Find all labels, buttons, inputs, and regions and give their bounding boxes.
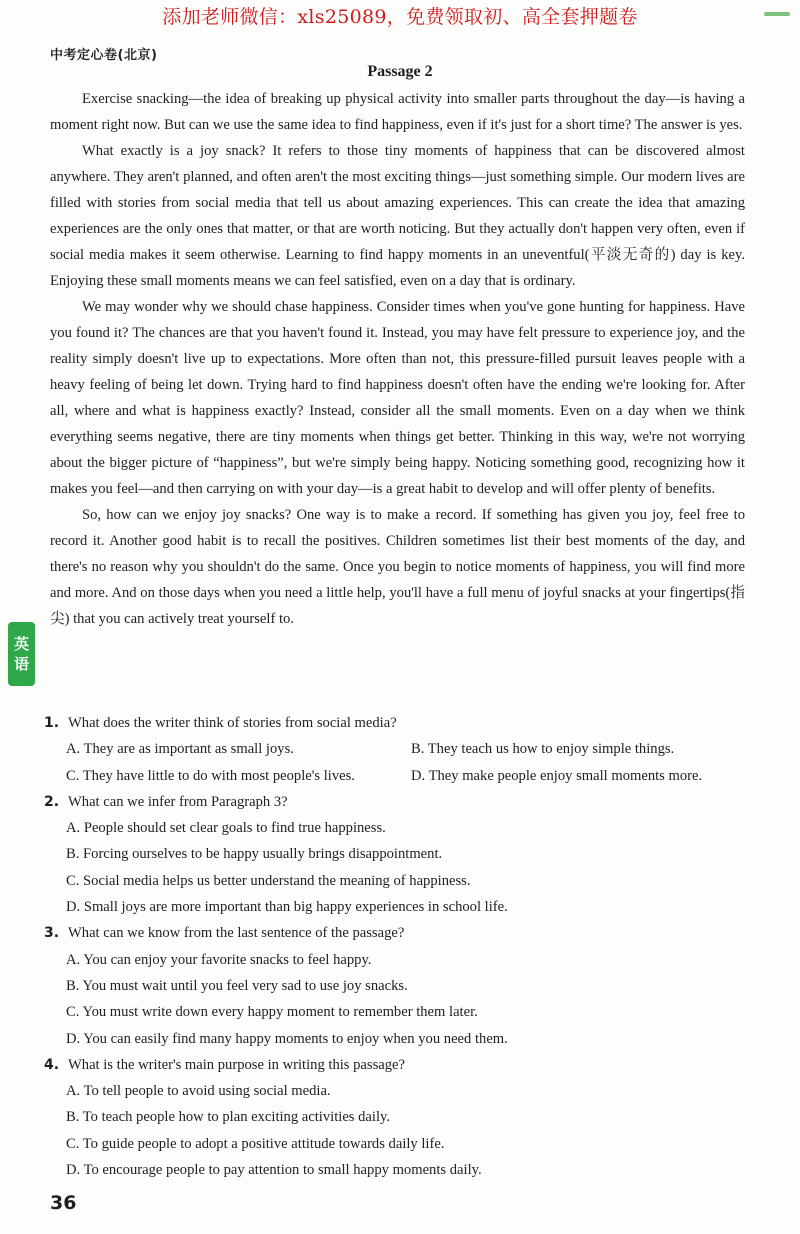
option-b: B. Forcing ourselves to be happy usually brings disappointment. — [66, 846, 443, 863]
question-number: 2. — [44, 793, 60, 810]
corner-mark — [764, 12, 790, 16]
option-d: D. You can easily find many happy moments to enjoy when you need them. — [66, 1030, 508, 1047]
paragraph-3: We may wonder why we should chase happiness. Consider times when you've gone hunting for happiness. Have you found it? The chances are that you haven't found it. Instead, you may have felt pressure to experience joy, and the reality simply doesn't live up to expectations. More often than not, this pressure-filled pursuit leaves people with a heavy feeling of being let down. Trying hard to find happiness doesn't often have the ending we're looking for. After all, where and what is happiness exactly? Instead, consider all the small moments. Even on a day when we think everything seems negative, there are tiny moments when things get better. Thinking in this way, we're not worrying about the bigger picture of “happiness”, but we're simply being happy. Noticing something good, recognizing how it makes you feel—and then carrying on with your day—is a great habit to develop and will offer plenty of benefits. — [50, 299, 745, 497]
subject-side-tab — [8, 622, 35, 686]
option-a: A. They are as important as small joys. — [66, 741, 294, 758]
question-text: What does the writer think of stories from social media? — [68, 715, 397, 731]
paragraph-4: So, how can we enjoy joy snacks? One way is to make a record. If something has given you joy, feel free to record it. Another good habit is to recall the positives. Children sometimes list their best moments of the day, and there's no reason why you shouldn't do the same. Once you begin to notice moments of happiness, you will find more and more. And on those days when you need a little help, you'll have a full menu of joyful snacks at your fingertips(指尖) that you can actively treat yourself to. — [50, 507, 745, 627]
option-row — [44, 763, 754, 789]
option-d: D. They make people enjoy small moments more. — [411, 767, 703, 784]
option-c: C. They have little to do with most people's lives. — [66, 767, 355, 784]
option-c: C. Social media helps us better understand the meaning of happiness. — [66, 872, 471, 889]
promo-banner: 添加老师微信：xls25089，免费领取初、高全套押题卷 — [162, 6, 638, 28]
option-a: A. You can enjoy your favorite snacks to feel happy. — [66, 951, 372, 968]
passage-title: Passage 2 — [367, 63, 433, 80]
header-label: 中考定心卷(北京) — [50, 48, 158, 63]
option-a: A. To tell people to avoid using social media. — [66, 1083, 331, 1100]
question-number: 3. — [44, 925, 60, 942]
question-2 — [44, 789, 754, 815]
option-a: A. People should set clear goals to find true happiness. — [66, 820, 386, 837]
side-tab-char-1: 英 — [13, 635, 29, 653]
question-text: What can we know from the last sentence of the passage? — [68, 925, 405, 942]
question-text: What is the writer's main purpose in writing this passage? — [68, 1056, 405, 1073]
option-row — [44, 736, 754, 762]
passage-body — [50, 86, 745, 632]
question-number: 4. — [44, 1056, 60, 1073]
question-text: What can we infer from Paragraph 3? — [68, 793, 288, 810]
paragraph-1: Exercise snacking—the idea of breaking up physical activity into smaller parts throughout the day—is having a moment right now. But can we use the same idea to find happiness, even if it's just for a short time? The answer is yes. — [50, 91, 745, 133]
paragraph-2: What exactly is a joy snack? It refers to those tiny moments of happiness that can be discovered almost anywhere. They aren't planned, and often aren't the most exciting things—just something simple. Our modern lives are filled with stories from social media that tell us about amazing experiences. This can create the idea that amazing experiences are the only ones that matter, or that are worth noticing. But they actually don't happen very often, even if social media makes it seem otherwise. Learning to find happy moments in an uneventful(平淡无奇的) day is key. Enjoying these small moments means we can feel satisfied, even on a day that is ordinary. — [50, 143, 745, 289]
option-c: C. To guide people to adopt a positive attitude towards daily life. — [66, 1135, 445, 1152]
side-tab-char-2: 语 — [13, 655, 29, 673]
page-number: 36 — [50, 1192, 77, 1214]
option-b: B. You must wait until you feel very sad to use joy snacks. — [66, 977, 408, 994]
question-4 — [44, 1052, 754, 1078]
question-3 — [44, 920, 754, 946]
question-number: 1. — [44, 715, 60, 731]
question-1 — [44, 710, 754, 736]
option-d: D. Small joys are more important than big happy experiences in school life. — [66, 899, 508, 916]
option-d: D. To encourage people to pay attention to small happy moments daily. — [66, 1162, 482, 1179]
option-b: B. To teach people how to plan exciting activities daily. — [66, 1109, 391, 1126]
option-b: B. They teach us how to enjoy simple things. — [411, 741, 675, 758]
option-c: C. You must write down every happy moment to remember them later. — [66, 1004, 478, 1021]
question-list — [44, 710, 754, 1183]
